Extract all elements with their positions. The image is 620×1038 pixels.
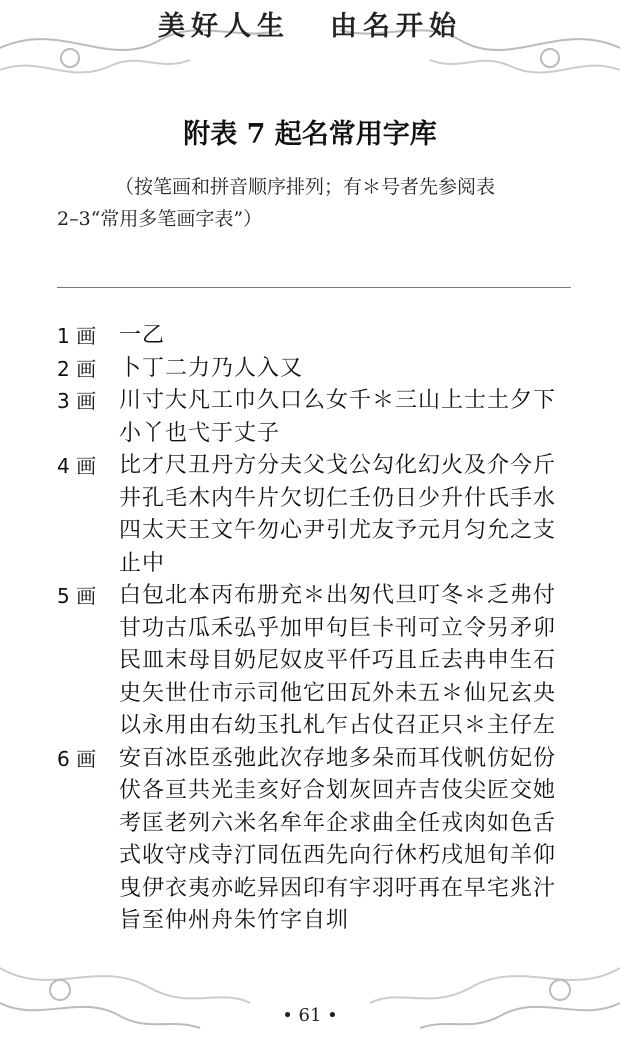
character-list [57, 320, 577, 938]
stroke-label: 4 画 [57, 454, 97, 478]
stroke-row-3 [57, 385, 577, 450]
stroke-label: 3 画 [57, 389, 97, 413]
stroke-label: 5 画 [57, 584, 97, 608]
stroke-label: 6 画 [57, 746, 97, 771]
stroke-label: 1 画 [57, 324, 97, 348]
stroke-label: 2 画 [57, 356, 97, 381]
character-group: 一乙 [119, 323, 166, 348]
page-number: • 61 • [282, 1005, 338, 1026]
page-title: 附表 7 起名常用字库 [183, 119, 437, 150]
stroke-row-1 [57, 320, 577, 353]
header-right: 由名开始 [330, 11, 462, 42]
running-header [0, 4, 620, 43]
stroke-row-4 [57, 450, 577, 580]
note-line-1: （按笔画和拼音顺序排列；有＊号者先参阅表 [115, 176, 496, 198]
character-group: 川寸大凡工巾久口么女千＊三山上士土夕下小丫也弋于丈子 [119, 388, 557, 446]
character-group: 卜丁二力乃人入又 [119, 355, 304, 381]
character-group: 安百冰臣丞弛此次存地多朵而耳伐帆仿妃份伏各亘共光圭亥好合划灰回卉吉伎尖匠交她考匡老列六米名牟年企求曲全任戎肉如色舌式收守戍寺汀同伍西先向行休朽戌旭旬羊仰曳伊衣夷亦屹异因印有宇羽吁再在早宅兆汁旨至仲州舟朱竹字自圳 [119, 745, 557, 933]
character-group: 白包北本丙布册充＊出匆代旦叮冬＊乏弗付甘功古瓜禾弘乎加甲句巨卡刊可立令另矛卯民皿末母目奶尼奴皮平仟巧且丘去冉申生石史矢世仕市示司他它田瓦外未五＊仙兄玄央以永用由右幼玉扎札乍占仗召正只＊主仔左 [119, 583, 557, 738]
character-group: 比才尺丑丹方分夫父戈公勾化幻火及介今斤井孔毛木内牛片欠切仁壬仍日少升什氏手水四太天王文午勿心尹引尤友予元月匀允之支止中 [119, 453, 557, 576]
divider [57, 287, 571, 288]
note-line-2: 2–3“常用多笔画字表”） [57, 208, 263, 230]
stroke-row-5 [57, 580, 577, 743]
header-left: 美好人生 [158, 11, 290, 42]
stroke-row-2 [57, 353, 577, 386]
stroke-row-6 [57, 743, 577, 938]
